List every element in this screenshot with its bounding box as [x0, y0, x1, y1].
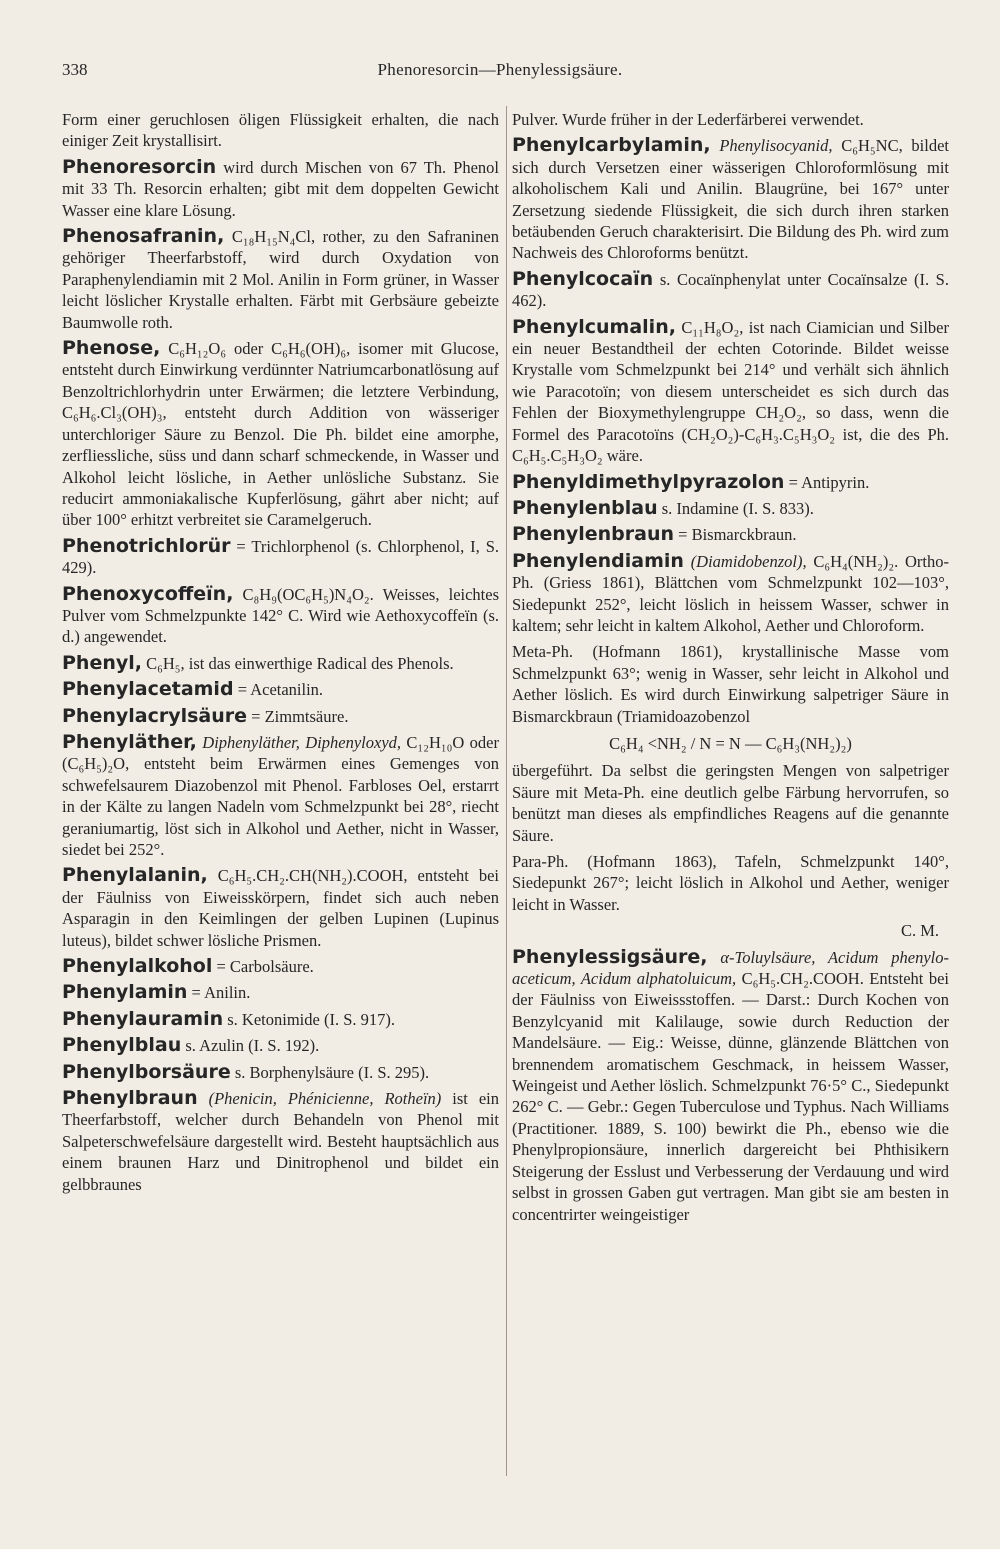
- entry-body: C₆H₅, ist das einwerthige Radical des Phenols.: [141, 653, 454, 673]
- dictionary-entry: [512, 269, 949, 312]
- dictionary-entry: [62, 338, 499, 531]
- entry-body: Meta-Ph. (Hofmann 1861), krystallinische Masse vom Schmelzpunkt 63°; wenig in Wasser, sehr leicht in Alkohol und Aether löslich. Es wird durch Einwirkung salpetriger Säure in Bismarckbraun (Triamidoazobenzol: [512, 642, 949, 726]
- entry-headword: Phenylcumalin,: [512, 315, 676, 338]
- dictionary-entry: [62, 536, 499, 579]
- entry-synonyms: (Diamidobenzol),: [683, 551, 807, 571]
- dictionary-entry: [62, 732, 499, 860]
- entry-body: = Antipyrin.: [784, 472, 870, 492]
- dictionary-entry: [512, 851, 949, 915]
- entry-headword: Phenyldimethylpyrazolon: [512, 470, 785, 493]
- entry-synonyms: Phenylisocyanid,: [710, 136, 833, 156]
- entry-body: C₁₁H₈O₂, ist nach Ciamician und Silber ein neuer Bestandtheil der echten Cotorinde. Bildet weisse Krystalle vom Schmelzpunkt bei 214° und verhält sich ähnlich wie Paracotoïn; von diesem unterscheidet es sich durch das Fehlen der Bioxymethylengruppe CH₂O₂, so dass, wenn die Formel des Paracotoïns (CH₂O₂)-C₆H₃.C₅H₃O₂ ist, die des Ph. C₆H₅.C₅H₃O₂ wäre.: [512, 317, 949, 466]
- entry-headword: Phenotrichlorür: [62, 534, 231, 557]
- entry-body: Form einer geruchlosen öligen Flüssigkeit erhalten, die nach einiger Zeit krystallisirt.: [62, 110, 499, 151]
- entry-headword: Phenylalkohol: [62, 955, 213, 978]
- entry-body: C₆H₅.CH₂.COOH. Entsteht bei der Fäulniss von Eiweissstoffen. — Darst.: Durch Kochen von Benzylcyanid mit Kalilauge, sowie durch Reduction der Mandelsäure. — Eig.: Weisse, dünne, glänzende Blättchen von brennendem aromatischem Geschmack, in heissem Wasser, Weingeist und Aether löslich. Schmelzpunkt 76·5° C., Siedepunkt 262° C. — Gebr.: Gegen Tuberculose und Typhus. Nach Williams (Practitioner. 1889, S. 100) bewirkt die Ph., ebenso wie die Phenylpropionsäure, innerlich dargereicht bei Phthisikern Steigerung der Esslust und Verbesserung der Verdauung und wird selbst in grossen Gaben gut vertragen. Man gibt sie am besten in concentrirter weingeistiger: [512, 969, 949, 1224]
- entry-headword: Phenylamin: [62, 981, 188, 1004]
- entry-body: = Bismarckbraun.: [674, 525, 797, 545]
- entry-headword: Phenylalanin,: [62, 864, 208, 887]
- entry-headword: Phenoxycoffeïn,: [62, 582, 234, 605]
- entry-headword: Phenylauramin: [62, 1007, 224, 1030]
- dictionary-entry: [62, 1009, 499, 1030]
- entry-headword: Phenylenbraun: [512, 523, 675, 546]
- dictionary-entry: [512, 472, 949, 493]
- dictionary-entry: [62, 157, 499, 221]
- entry-headword: Phenylcarbylamin,: [512, 134, 711, 157]
- dictionary-entry: [512, 135, 949, 263]
- dictionary-entry: [512, 524, 949, 545]
- dictionary-entry: [512, 317, 949, 467]
- dictionary-entry: [512, 551, 949, 637]
- dictionary-entry: [62, 1035, 499, 1056]
- entry-headword: Phenosafranin,: [62, 225, 225, 248]
- page-number: 338: [62, 60, 88, 79]
- entry-body: C₈H₉(OC₆H₅)N₄O₂. Weisses, leichtes Pulver vom Schmelzpunkte 142° C. Wird wie Aethoxycoffeïn (s. d.) angewendet.: [62, 584, 499, 647]
- dictionary-entry: [512, 641, 949, 727]
- entry-headword: Phenylacetamid: [62, 678, 234, 701]
- entry-body: = Zimmtsäure.: [247, 706, 349, 726]
- entry-body: ist ein Theerfarbstoff, welcher durch Behandeln von Phenol mit Salpeterschwefelsäure dargestellt wird. Besteht hauptsächlich aus einem braunen Harz und Dinitrophenol und bildet ein gelbbraunes: [62, 1089, 500, 1194]
- entry-headword: Phenyl,: [62, 651, 142, 674]
- entry-body: C₆H₄ <NH₂ / N = N — C₆H₃(NH₂)₂): [609, 733, 852, 753]
- left-column: [62, 109, 499, 1200]
- dictionary-entry: [512, 920, 939, 941]
- dictionary-entry: [62, 584, 499, 648]
- dictionary-entry: [512, 760, 949, 846]
- entry-body: C₁₈H₁₅N₄Cl, rother, zu den Safraninen gehöriger Theerfarbstoff, wird durch Oxydation von Paraphenylendiamin mit 2 Mol. Anilin in Form grüner, in Wasser leicht löslicher Krystalle erhalten. Färbt mit Gerbsäure gebeizte Baumwolle roth.: [62, 227, 499, 332]
- dictionary-entry: [62, 706, 499, 727]
- entry-body: s. Ketonimide (I. S. 917).: [223, 1009, 395, 1029]
- dictionary-entry: [512, 109, 949, 130]
- dictionary-entry: [62, 109, 499, 152]
- entry-headword: Phenylblau: [62, 1034, 182, 1057]
- entry-headword: Phenylessigsäure,: [512, 945, 708, 968]
- entry-body: s. Borphenylsäure (I. S. 295).: [230, 1062, 430, 1082]
- right-column: [512, 109, 949, 1230]
- entry-headword: Phenoresorcin: [62, 155, 217, 178]
- dictionary-entry: [62, 226, 499, 333]
- entry-body: C₁₂H₁₀O oder (C₆H₅)₂O, entsteht beim Erwärmen eines Gemenges von schwefelsaurem Diazobenzol mit Phenol. Farbloses Oel, erstarrt in der Kälte zu langen Nadeln vom Schmelzpunkt bei 28°, riecht geraniumartig, löst sich in Alkohol und Aether, nicht in Wasser, siedet bei 252°.: [62, 732, 499, 859]
- dictionary-entry: [62, 679, 499, 700]
- entry-headword: Phenylcocaïn: [512, 267, 654, 290]
- entry-headword: Phenylacrylsäure: [62, 704, 248, 727]
- entry-body: übergeführt. Da selbst die geringsten Mengen von salpetriger Säure mit Meta-Ph. eine deutlich gelbe Färbung hervorrufen, so benützt man dieses als empfindliches Reagens auf die genannte Säure.: [512, 761, 949, 845]
- entry-synonyms: (Phenicin, Phénicienne, Rotheïn): [197, 1089, 442, 1109]
- dictionary-entry: [512, 498, 949, 519]
- dictionary-entry: [62, 865, 499, 951]
- entry-body: s. Indamine (I. S. 833).: [657, 498, 814, 518]
- dictionary-entry: [512, 947, 949, 1225]
- dictionary-entry: [512, 733, 949, 754]
- running-head: Phenoresorcin—Phenylessigsäure.: [377, 60, 623, 79]
- entry-synonyms: α-Toluylsäure, Acidum phenylo-aceticum, Acidum alphatoluicum,: [512, 947, 949, 989]
- entry-body: = Carbolsäure.: [212, 957, 314, 977]
- entry-body: C₆H₁₂O₆ oder C₆H₆(OH)₆, isomer mit Glucose, entsteht durch Einwirkung verdünnter Natriumcarbonatlösung auf Benzoltrichlorhydrin unter Erwärmen; die letztere Verbindung, C₆H₆.Cl₃(OH)₃, entsteht durch Addition von wässeriger unterchloriger Säure zu Benzol. Die Ph. bildet eine amorphe, zerfliessliche, süss und dann scharf schmeckende, in Wasser und Alkohol leicht lösliche, in Aether unlösliche Substanz. Sie reducirt ammoniakalische Kupferlösung, gährt aber nicht; auf über 100° erhitzt verbreitet sie Caramelgeruch.: [62, 339, 499, 530]
- entry-body: Para-Ph. (Hofmann 1863), Tafeln, Schmelzpunkt 140°, Siedepunkt 267°; leicht löslich in Alkohol und Aether, weniger leicht in Wasser.: [512, 852, 949, 914]
- entry-headword: Phenylborsäure: [62, 1060, 231, 1083]
- entry-body: = Acetanilin.: [233, 680, 324, 700]
- entry-body: s. Azulin (I. S. 192).: [181, 1036, 320, 1056]
- entry-body: s. Cocaïnphenylat unter Cocaïnsalze (I. S. 462).: [512, 269, 949, 311]
- dictionary-entry: [62, 653, 499, 674]
- entry-body: wird durch Mischen von 67 Th. Phenol mit 33 Th. Resorcin erhalten; gibt mit dem doppelten Gewicht Wasser eine klare Lösung.: [62, 157, 499, 220]
- entry-body: C₆H₄(NH₂)₂. Ortho-Ph. (Griess 1861), Blättchen vom Schmelzpunkt 102—103°, Siedepunkt 252°, leicht löslich in heissem Wasser, schwer in kaltem; sehr leicht in kaltem Alkohol, Aether und Chloroform.: [512, 551, 949, 635]
- dictionary-entry: [62, 982, 499, 1003]
- entry-body: Pulver. Wurde früher in der Lederfärberei verwendet.: [512, 110, 864, 129]
- dictionary-entry: [62, 956, 499, 977]
- column-divider: [506, 106, 507, 1476]
- entry-headword: Phenylenblau: [512, 496, 658, 519]
- entry-synonyms: Diphenyläther, Diphenyloxyd,: [196, 732, 402, 752]
- entry-body: C₆H₅NC, bildet sich durch Versetzen einer wässerigen Chloroformlösung mit alkoholischem Kali und Anilin. Blaugrüne, bei 167° unter Zersetzung siedende Flüssigkeit, die sich durch ihren starken betäubenden Geruch charakterisirt. Die Bildung des Ph. wird zum Nachweis des Chloroforms benützt.: [512, 136, 949, 263]
- entry-body: = Trichlorphenol (s. Chlorphenol, I, S. 429).: [62, 536, 499, 578]
- entry-headword: Phenylbraun: [62, 1087, 198, 1110]
- entry-body: C. M.: [900, 921, 939, 941]
- entry-headword: Phenyläther,: [62, 730, 197, 753]
- dictionary-entry: [62, 1062, 499, 1083]
- dictionary-entry: [62, 1088, 499, 1195]
- entry-body: C₆H₅.CH₂.CH(NH₂).COOH, entsteht bei der Fäulniss von Eiweisskörpern, findet sich auch neben Asparagin in den Keimlingen der gelben Lupinen (Lupinus luteus), bildet schwer lösliche Prismen.: [62, 866, 499, 950]
- entry-headword: Phenylendiamin: [512, 549, 684, 572]
- entry-body: = Anilin.: [187, 983, 251, 1003]
- entry-headword: Phenose,: [62, 337, 161, 360]
